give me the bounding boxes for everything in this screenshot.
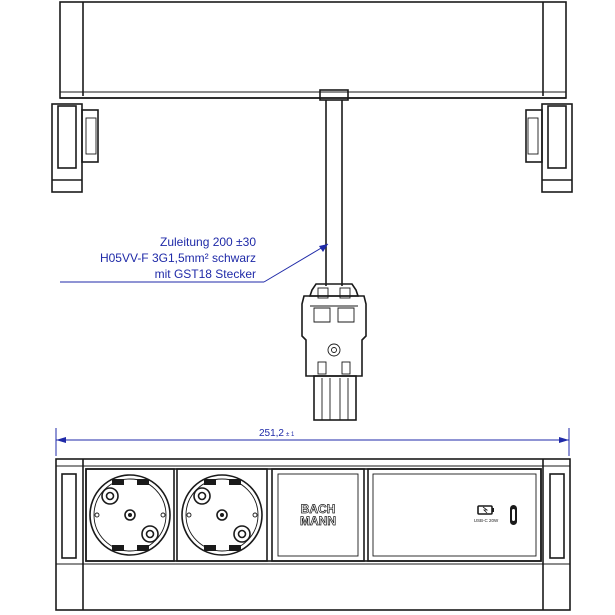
front-view <box>56 459 570 610</box>
annotation-line-3: mit GST18 Stecker <box>154 267 256 281</box>
brand-panel <box>272 469 364 561</box>
left-end-slot <box>62 474 76 558</box>
dimension-tolerance: ± 1 <box>286 432 295 438</box>
brand-logo-line-1: BACH <box>300 502 336 516</box>
front-outer-frame <box>56 459 570 610</box>
brand-logo-line-2: MANN <box>300 514 336 528</box>
dimension-arrow-right <box>559 437 569 443</box>
dimension-arrow-left <box>56 437 66 443</box>
gst18-connector <box>302 284 366 420</box>
right-end-slot <box>550 474 564 558</box>
cable-annotation <box>60 235 328 282</box>
annotation-leader <box>264 244 328 282</box>
right-clamp <box>526 104 572 192</box>
schuko-socket-1 <box>86 469 174 561</box>
annotation-line-1: Zuleitung 200 ±30 <box>160 235 256 249</box>
usb-label: USB-C 20W <box>473 518 499 523</box>
width-dimension <box>56 428 569 456</box>
top-view <box>52 2 572 420</box>
annotation-line-2: H05VV-F 3G1,5mm² schwarz <box>99 251 256 265</box>
top-housing <box>60 2 566 98</box>
dimension-value: 251,2 <box>258 428 284 439</box>
left-clamp <box>52 104 98 192</box>
schuko-socket-2 <box>177 469 267 561</box>
usb-module <box>368 469 541 561</box>
